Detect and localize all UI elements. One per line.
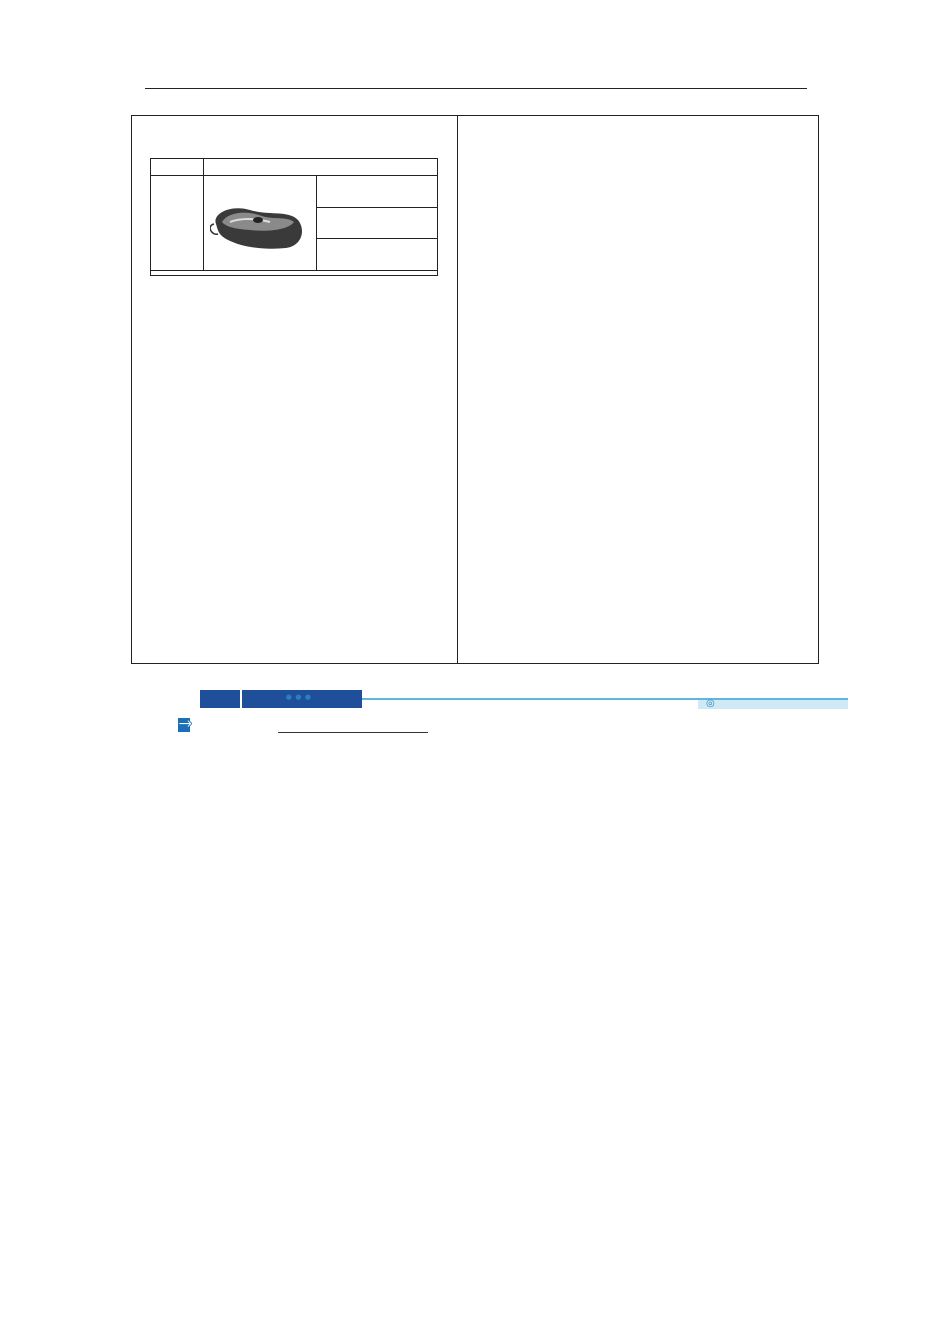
writing-task-table <box>131 115 819 664</box>
banner-slogan: ◎ <box>706 698 715 709</box>
hint-necessity-head <box>151 159 204 176</box>
hint-email <box>317 207 438 239</box>
column-divider <box>457 116 458 663</box>
hint-convenience-head <box>151 176 204 271</box>
mouse-image <box>210 196 308 256</box>
hint-music <box>317 239 438 271</box>
hint-actions <box>204 176 317 271</box>
hint-necessity-text <box>204 159 438 176</box>
banner-dots: ••• <box>284 689 313 707</box>
hint-overreliance <box>151 271 438 276</box>
banner-subheading: → <box>178 714 193 734</box>
header-rule <box>145 88 807 89</box>
hint-table <box>150 158 438 276</box>
task-instructions <box>142 158 445 277</box>
section-banner <box>178 686 848 746</box>
hint-edit-text <box>317 176 438 208</box>
banner-graphic <box>178 686 848 746</box>
banner-heading <box>284 689 313 707</box>
